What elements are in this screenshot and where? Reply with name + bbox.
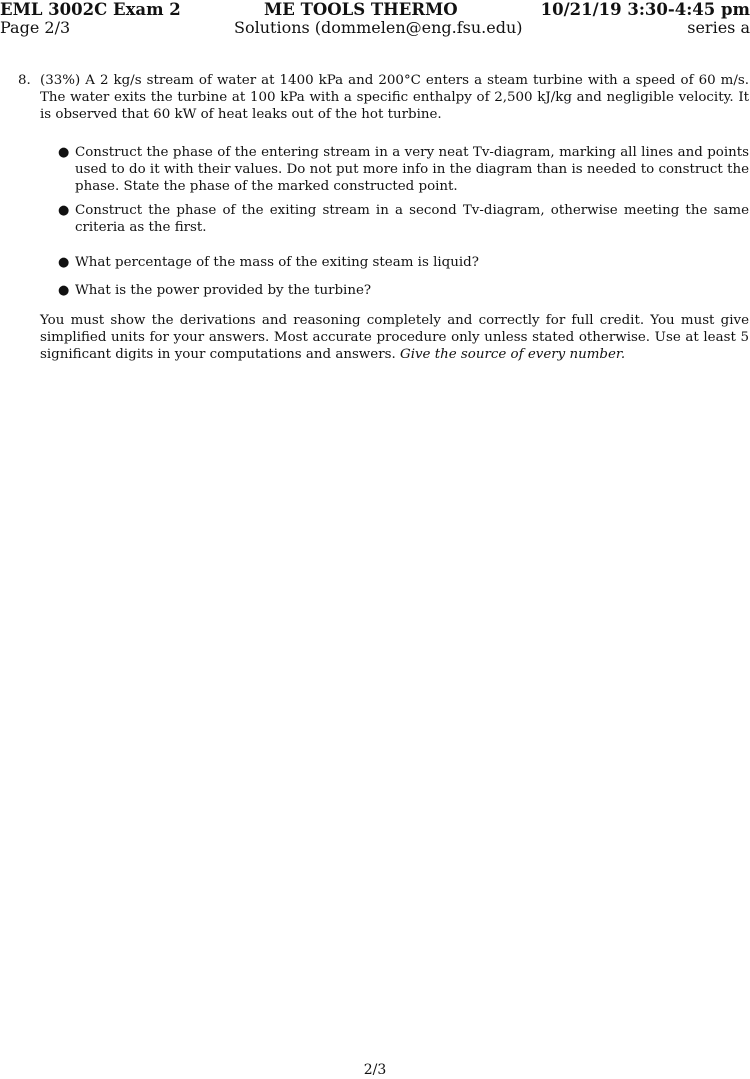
page-header xyxy=(0,0,750,44)
subject-title: ME TOOLS THERMO xyxy=(264,0,458,19)
instructions-paragraph xyxy=(40,312,749,363)
page-indicator: Page 2/3 xyxy=(0,18,71,37)
solutions-contact: Solutions (dommelen@eng.fsu.edu) xyxy=(234,18,523,37)
bullet-icon: ● xyxy=(58,255,70,270)
footer-page-number: 2/3 xyxy=(363,1062,387,1078)
series-label: series a xyxy=(687,18,750,37)
header-row-1 xyxy=(0,0,750,20)
task-text: Construct the phase of the entering stream in a very neat Tv-diagram, marking all lines and points used to do it with their values. Do not put more info in the diagram than is needed to construct the phase. State the phase of the marked constructed point. xyxy=(75,145,749,194)
problem-statement: (33%) A 2 kg/s stream of water at 1400 kPa and 200°C enters a steam turbine with a speed of 60 m/s. The water exits the turbine at 100 kPa with a specific enthalpy of 2,500 kJ/kg and negligible velocity. It is observed that 60 kW of heat leaks out of the hot turbine. xyxy=(40,73,749,122)
bullet-icon: ● xyxy=(58,283,70,298)
instructions-emphasis: Give the source of every number. xyxy=(400,347,626,362)
page-footer xyxy=(0,1062,750,1079)
exam-datetime: 10/21/19 3:30-4:45 pm xyxy=(540,0,750,19)
problem-number: 8. xyxy=(18,73,31,88)
task-text: Construct the phase of the exiting stream in a second Tv-diagram, otherwise meeting the same criteria as the first. xyxy=(75,203,749,235)
header-row-2 xyxy=(0,18,750,38)
bullet-icon: ● xyxy=(58,145,70,160)
course-title: EML 3002C Exam 2 xyxy=(0,0,181,19)
task-text: What percentage of the mass of the exiting steam is liquid? xyxy=(75,255,479,270)
instructions-text: You must show the derivations and reasoning completely and correctly for full credit. You must give simplified units for your answers. Most accurate procedure only unless stated otherwise. Use at least 5 significant digits in your computations and answers. xyxy=(40,313,749,362)
task-text: What is the power provided by the turbine? xyxy=(75,283,372,298)
bullet-icon: ● xyxy=(58,203,70,218)
